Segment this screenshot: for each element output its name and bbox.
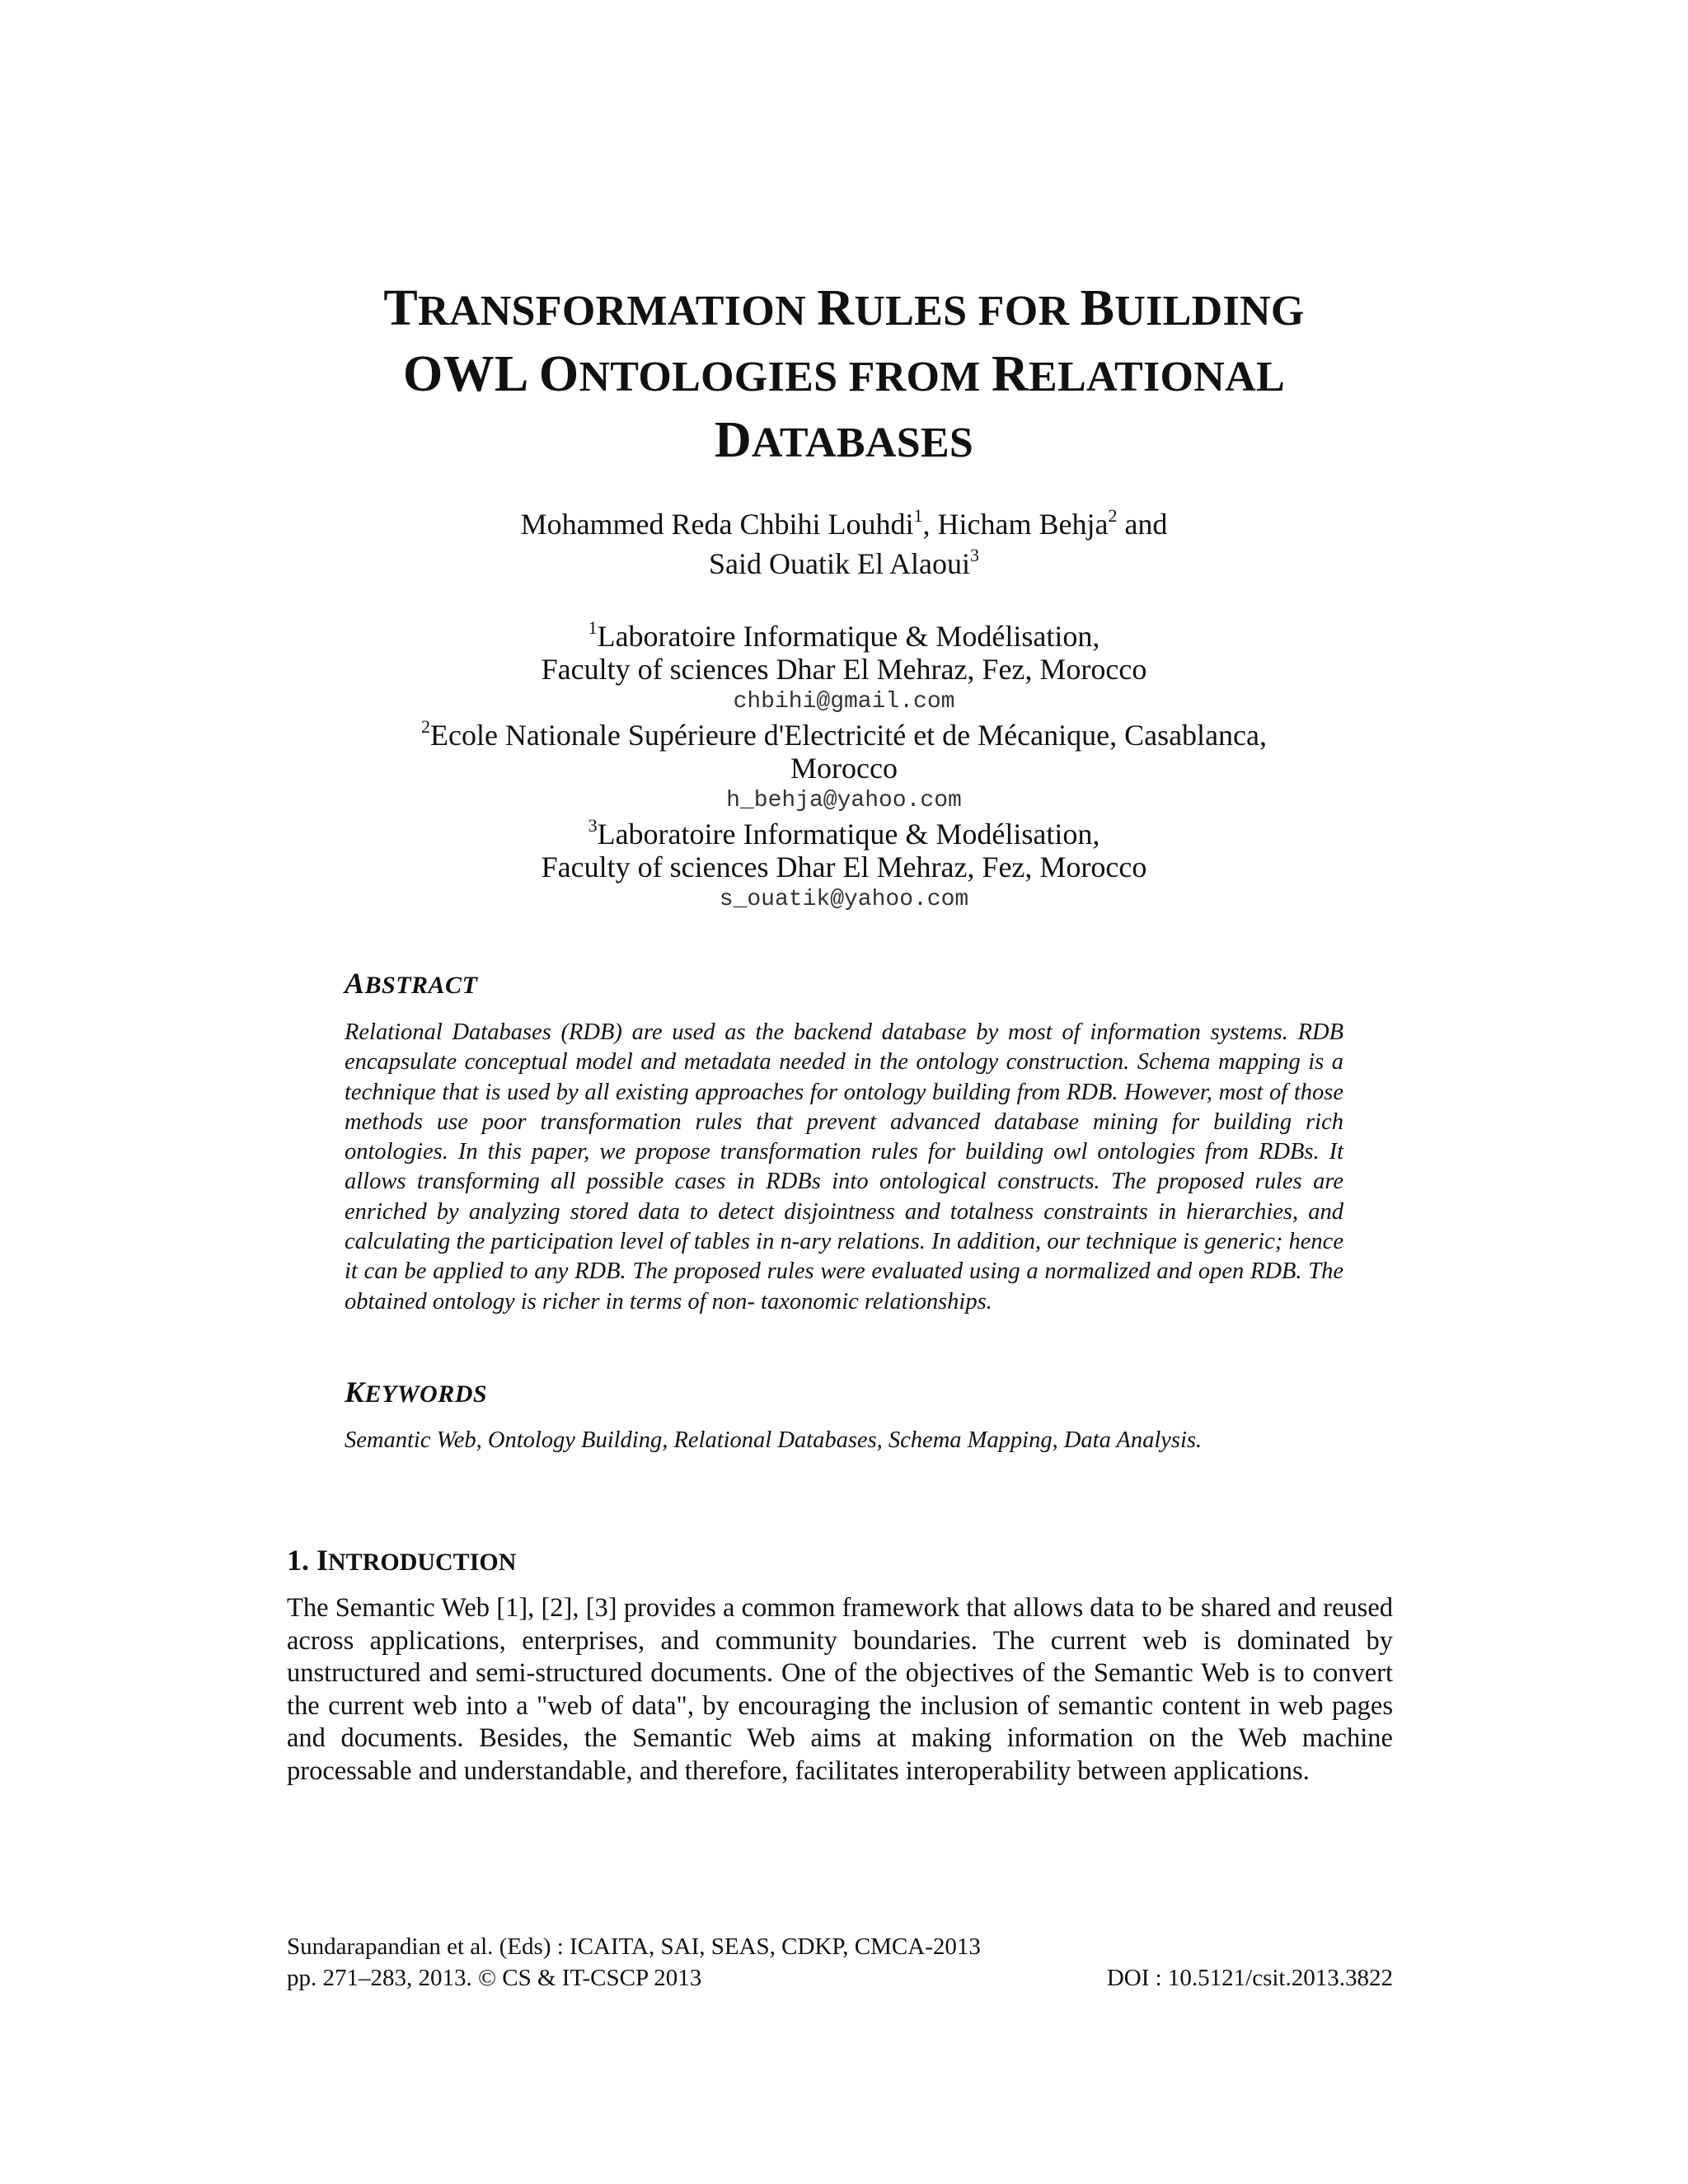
introduction-heading [287, 1543, 516, 1577]
affiliation-line [0, 815, 1688, 851]
title-text: ELATIONAL [1029, 354, 1285, 401]
title-initial: OWL [403, 346, 539, 402]
title-text: ATABASES [751, 419, 974, 466]
title-text: ULES FOR [854, 288, 1081, 335]
paper-title [0, 277, 1688, 475]
title-initial: O [538, 346, 579, 402]
affiliation-1 [0, 617, 1688, 719]
author-affiliation-mark: 2 [1108, 505, 1118, 526]
title-text: NTOLOGIES FROM [579, 354, 992, 401]
affiliation-2 [0, 716, 1688, 818]
author-affiliation-mark: 1 [913, 505, 923, 526]
heading-initial: I [316, 1544, 329, 1577]
footer-proceedings: Sundarapandian et al. (Eds) : ICAITA, SAI, SEAS, CDKP, CMCA-2013 [287, 1933, 981, 1960]
author-name: Said Ouatik El Alaoui [709, 547, 970, 580]
keywords-text: Semantic Web, Ontology Building, Relational Databases, Schema Mapping, Data Analysis. [345, 1427, 1203, 1453]
author-name: , Hicham Behja [922, 508, 1109, 541]
title-line-3 [0, 409, 1688, 475]
heading-initial: K [345, 1376, 365, 1408]
footer-doi: DOI : 10.5121/csit.2013.3822 [1106, 1965, 1393, 1991]
affiliation-institution: Ecole Nationale Supérieure d'Electricité et de Mécanique, Casablanca, [429, 719, 1267, 752]
affiliation-3 [0, 815, 1688, 916]
author-conjunction: and [1117, 508, 1168, 541]
title-text: RANSFORMATION [417, 288, 818, 335]
author-line-2 [0, 544, 1688, 583]
author-affiliation-mark: 3 [969, 545, 979, 565]
heading-text: NTRODUCTION [328, 1549, 517, 1576]
author-list [0, 504, 1688, 583]
affiliation-list [0, 617, 1688, 916]
author-email: s_ouatik@yahoo.com [719, 887, 969, 912]
keywords-heading [345, 1375, 487, 1409]
affiliation-location: Faculty of sciences Dhar El Mehraz, Fez, Morocco [541, 851, 1147, 883]
title-initial: R [991, 346, 1029, 402]
footer-pages: pp. 271–283, 2013. © CS & IT-CSCP 2013 [287, 1965, 702, 1991]
affiliation-location: Morocco [790, 752, 898, 785]
affiliation-institution: Laboratoire Informatique & Modélisation, [597, 818, 1100, 851]
heading-text: EYWORDS [364, 1380, 488, 1408]
affiliation-institution: Laboratoire Informatique & Modélisation, [597, 620, 1100, 653]
abstract-text: Relational Databases (RDB) are used as the backend database by most of information systems. RDB encapsulate conceptual model and metadata needed in the ontology construction. Schema mapping is a technique that is used by all existing approaches for ontology building from RDB. However, most of those methods use poor transformation rules that prevent advanced database mining for building rich ontologies. In this paper, we propose transformation rules for building owl ontologies from RDBs. It allows transforming all possible cases in RDBs into ontological constructs. The proposed rules are enriched by analyzing stored data to detect disjointness and totalness constraints in hierarchies, and calculating the participation level of tables in n-ary relations. In addition, our technique is generic; hence it can be applied to any RDB. The proposed rules were evaluated using a normalized and open RDB. The obtained ontology is richer in terms of non- taxonomic relationships. [345, 1019, 1343, 1315]
affiliation-mark: 1 [588, 617, 598, 638]
title-initial: D [714, 412, 752, 468]
title-initial: B [1080, 280, 1115, 336]
affiliation-line [0, 716, 1688, 752]
heading-initial: A [345, 967, 365, 1000]
heading-text: BSTRACT [364, 972, 478, 999]
affiliation-mark: 3 [588, 815, 598, 836]
title-initial: T [383, 280, 418, 336]
title-initial: R [817, 280, 855, 336]
abstract-heading [345, 966, 477, 1001]
title-text: UILDING [1114, 288, 1305, 335]
author-email: h_behja@yahoo.com [726, 788, 962, 813]
section-number: 1. [287, 1544, 316, 1577]
author-name: Mohammed Reda Chbihi Louhdi [520, 508, 914, 541]
author-email: chbihi@gmail.com [733, 689, 955, 715]
affiliation-line [0, 617, 1688, 653]
affiliation-mark: 2 [420, 716, 430, 737]
title-line-2 [0, 343, 1688, 409]
author-line-1 [0, 504, 1688, 544]
affiliation-location: Faculty of sciences Dhar El Mehraz, Fez, Morocco [541, 653, 1147, 686]
introduction-text: The Semantic Web [1], [2], [3] provides a common framework that allows data to be shared and reused across applications, enterprises, and community boundaries. The current web is dominated by unstructured and semi-structured documents. One of the objectives of the Semantic Web is to convert the current web into a "web of data", by encouraging the inclusion of semantic content in web pages and documents. Besides, the Semantic Web aims at making information on the Web machine processable and understandable, and therefore, facilitates interoperability between applications. [287, 1593, 1393, 1786]
title-line-1 [0, 277, 1688, 343]
